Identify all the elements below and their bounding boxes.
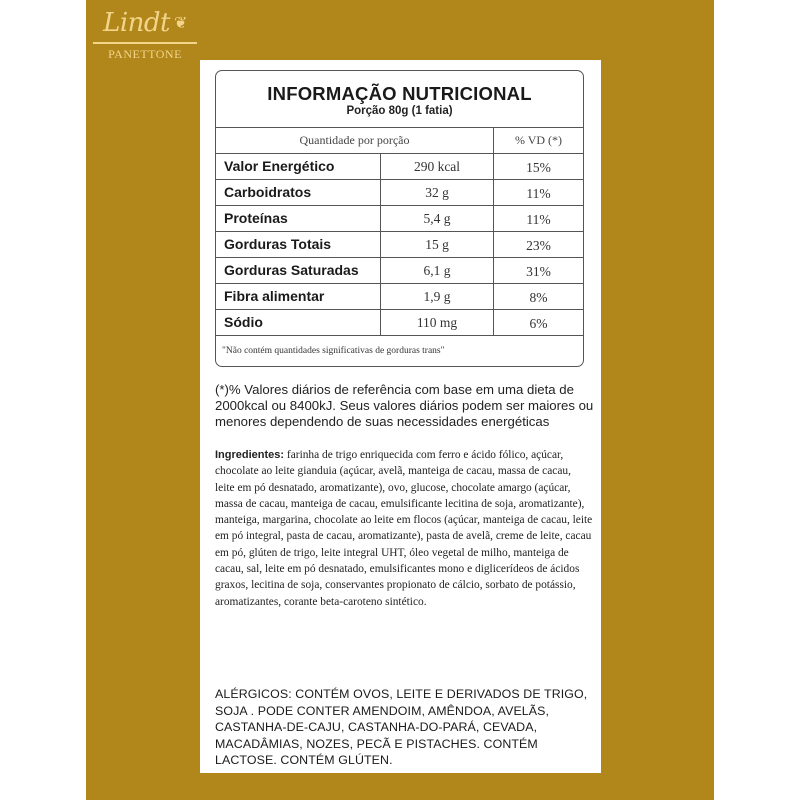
label-panel bbox=[200, 60, 601, 773]
crest-icon: ❦ bbox=[174, 13, 187, 32]
nutrient-dv: 23% bbox=[526, 238, 551, 253]
brand-logo bbox=[86, 8, 204, 62]
nutrient-dv: 8% bbox=[529, 290, 548, 305]
lindt-wordmark bbox=[103, 8, 187, 38]
nutrient-row-sodium bbox=[216, 310, 583, 336]
brand-divider bbox=[93, 42, 197, 44]
logo-text: Lindt bbox=[103, 8, 170, 38]
nutrient-name: Fibra alimentar bbox=[216, 284, 381, 309]
nutrient-dv: 6% bbox=[529, 316, 548, 331]
nutrient-amount: 15 g bbox=[381, 232, 494, 257]
nutrient-dv: 11% bbox=[526, 186, 551, 201]
nutrition-table bbox=[215, 70, 584, 367]
nutrient-row-total-fat bbox=[216, 232, 583, 258]
nutrient-dv: 11% bbox=[526, 212, 551, 227]
nutrient-amount: 1,9 g bbox=[381, 284, 494, 309]
brand-subtitle: PANETTONE bbox=[108, 47, 182, 61]
nutrition-title: INFORMAÇÃO NUTRICIONAL bbox=[267, 83, 532, 104]
nutrient-amount: 6,1 g bbox=[381, 258, 494, 283]
nutrient-name: Sódio bbox=[216, 310, 381, 335]
nutrient-amount: 290 kcal bbox=[381, 154, 494, 179]
nutrient-name: Proteínas bbox=[216, 206, 381, 231]
column-header-dv: % VD (*) bbox=[514, 133, 563, 147]
nutrient-name: Carboidratos bbox=[216, 180, 381, 205]
nutrient-row-carbs bbox=[216, 180, 583, 206]
nutrient-row-fiber bbox=[216, 284, 583, 310]
nutrient-row-energy bbox=[216, 154, 583, 180]
ingredients-list bbox=[215, 447, 593, 610]
allergen-warning: ALÉRGICOS: CONTÉM OVOS, LEITE E DERIVADOS DE TRIGO, SOJA . PODE CONTER AMENDOIM, AMÊNDOA, AVELÃS, CASTANHA-DE-CAJU, CASTANHA-DO-PARÁ, CEVADA, MACADÂMIAS, NOZES, PECÃ E PISTACHES. CONTÉM LACTOSE. CONTÉM GLÚTEN. bbox=[215, 687, 588, 767]
column-header-quantity: Quantidade por porção bbox=[216, 128, 494, 153]
nutrient-row-saturated-fat bbox=[216, 258, 583, 284]
nutrient-dv: 15% bbox=[526, 160, 551, 175]
nutrient-name: Gorduras Saturadas bbox=[216, 258, 381, 283]
nutrient-amount: 5,4 g bbox=[381, 206, 494, 231]
nutrient-name: Gorduras Totais bbox=[216, 232, 381, 257]
nutrient-amount: 110 mg bbox=[381, 310, 494, 335]
column-header-row bbox=[216, 128, 583, 154]
nutrition-header bbox=[216, 71, 583, 128]
ingredients-label: Ingredientes: bbox=[215, 449, 285, 461]
daily-value-footnote: (*)% Valores diários de referência com base em uma dieta de 2000kcal ou 8400kJ. Seus valores diários podem ser maiores ou menores dependendo de suas necessidades energéticas bbox=[215, 382, 594, 429]
nutrient-row-protein bbox=[216, 206, 583, 232]
nutrient-name: Valor Energético bbox=[216, 154, 381, 179]
ingredients-text: farinha de trigo enriquecida com ferro e ácido fólico, açúcar, chocolate ao leite gianduia (açúcar, avelã, manteiga de cacau, massa de cacau, leite em pó desnatado, aromatizante), ovo, glucose, chocolate amargo (açúcar, massa de cacau, manteiga de cacau, emulsificante lecitina de soja, aromatizante), manteiga, margarina, chocolate ao leite em flocos (açúcar, manteiga de cacau, leite em pó integral, pasta de cacau, aromatizante), pasta de avelã, creme de leite, cacau em pó, glúten de trigo, leite integral UHT, óleo vegetal de milho, manteiga de cacau, sal, leite em pó desnatado, emulsificantes mono e diglicerídeos de ácidos graxos, lecitina de soja, conservantes propionato de cálcio, sorbato de potássio, aromatizantes, corante beta-caroteno sintético. bbox=[215, 449, 593, 608]
portion-size: Porção 80g (1 fatia) bbox=[346, 105, 453, 117]
nutrient-amount: 32 g bbox=[381, 180, 494, 205]
trans-fat-note: "Não contém quantidades significativas de gorduras trans" bbox=[222, 346, 445, 356]
nutrient-dv: 31% bbox=[526, 264, 551, 279]
